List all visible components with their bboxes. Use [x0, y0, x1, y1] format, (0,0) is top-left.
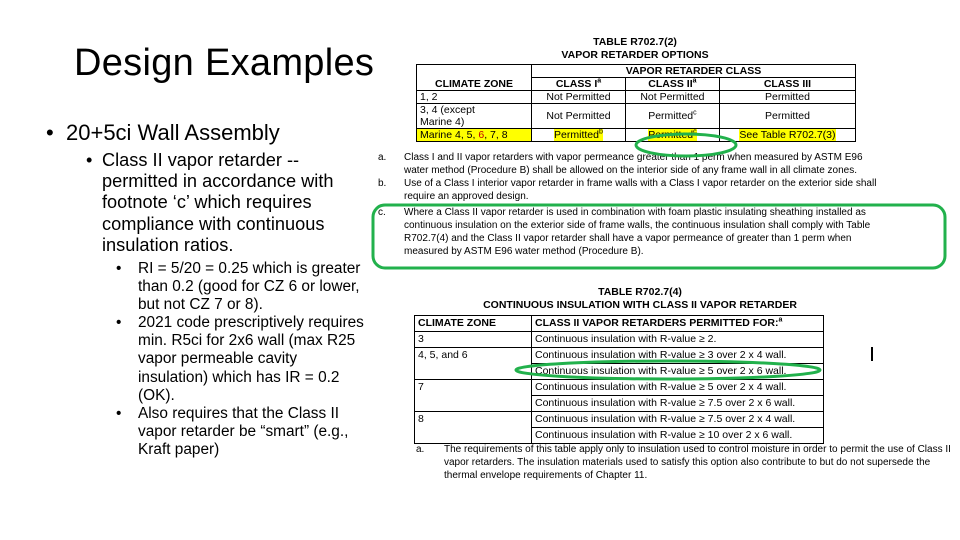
- bullet-dot: •: [116, 314, 122, 332]
- footnote-c: c. Where a Class II vapor retarder is used in combination with foam plastic insulating sheathing installed as continuous insulation on the exterior side of frame walls, the continuous insulation shall comply with Table R702.7(4) and the Class II vapor retarder shall have a vapor permeance of greater than 1 perm when measured by ASTM E96 water method (Procedure B).: [378, 207, 871, 257]
- sub-bullet-item: [116, 314, 371, 404]
- table1-header-zone: CLIMATE ZONE: [417, 65, 532, 91]
- sub-bullet-list: [116, 260, 371, 459]
- table2-header-zone: CLIMATE ZONE: [415, 316, 532, 332]
- table2-zone-cell: 4, 5, and 6: [415, 348, 532, 380]
- vapor-retarder-options-table: [416, 64, 856, 142]
- table1-header-class3: CLASS III: [719, 78, 855, 91]
- table2-title: [470, 286, 810, 312]
- table2-req-cell: Continuous insulation with R-value ≥ 10 over 2 x 6 wall.: [532, 428, 824, 444]
- table2-req-cell: Continuous insulation with R-value ≥ 7.5 over 2 x 4 wall.: [532, 412, 824, 428]
- footnote-b: b. Use of a Class I interior vapor retarder in frame walls with a Class I vapor retarder on the exterior side shall require an approved design.: [378, 178, 877, 202]
- table1-class2-cell: Not Permitted: [625, 91, 719, 104]
- bullet-level1-text: 20+5ci Wall Assembly: [66, 120, 280, 145]
- table2-zone-cell: 8: [415, 412, 532, 444]
- bullet-dot: •: [116, 404, 122, 422]
- table2-row: [415, 412, 824, 428]
- table1-title-line2: VAPOR RETARDER OPTIONS: [561, 49, 709, 61]
- table2-title-line2: CONTINUOUS INSULATION WITH CLASS II VAPOR RETARDER: [483, 299, 797, 311]
- table2-zone-cell: 7: [415, 380, 532, 412]
- sub-bullet-text: RI = 5/20 = 0.25 which is greater than 0.2 (good for CZ 6 or lower, but not CZ 7 or 8).: [138, 260, 361, 314]
- table1-row-highlighted: [417, 129, 856, 142]
- table1-class3-cell: Permitted: [719, 91, 855, 104]
- table2-row: [415, 348, 824, 364]
- table2-zone-cell: 3: [415, 332, 532, 348]
- table2-req-cell: Continuous insulation with R-value ≥ 7.5 over 2 x 6 wall.: [532, 396, 824, 412]
- table2-req-cell: Continuous insulation with R-value ≥ 5 over 2 x 4 wall.: [532, 380, 824, 396]
- table2-footnote: a. The requirements of this table apply only to insulation used to control moisture in order to permit the use of Class II vapor retarders. The insulation materials used to satisfy this option also contribute to but do not supersede the thermal envelope requirements of Chapter 11.: [416, 444, 951, 481]
- bullet-dot: •: [46, 120, 54, 145]
- table1-class1-cell: Not Permitted: [532, 104, 626, 129]
- continuous-insulation-table: [414, 315, 824, 444]
- table1-footnotes: [378, 151, 888, 258]
- table2-row: [415, 332, 824, 348]
- table2-req-cell: Continuous insulation with R-value ≥ 2.: [532, 332, 824, 348]
- table1-class3-cell: Permitted: [719, 104, 855, 129]
- table1-header-class1: CLASS $I^a$: [532, 78, 626, 91]
- bullet-level2: [86, 150, 371, 256]
- bullet-dot: •: [116, 260, 122, 277]
- table1-row: [417, 104, 856, 129]
- table1-class3-cell: See Table R702.7(3): [719, 129, 855, 142]
- table2-req-cell: Continuous insulation with R-value ≥ 5 over 2 x 6 wall.: [532, 364, 824, 380]
- sub-bullet-item: [116, 260, 371, 314]
- table1-zone-cell: Marine 4, 5, 6, 7, 8: [417, 129, 532, 142]
- table1-class1-cell: Permitted$^b$: [532, 129, 626, 142]
- table1-header-class2: CLASS $II^a$: [625, 78, 719, 91]
- table2-title-line1: TABLE R702.7(4): [598, 286, 682, 298]
- row-marker: [871, 347, 873, 361]
- table1-class2-cell: Permitted$^c$: [625, 104, 719, 129]
- table1-row: [417, 91, 856, 104]
- sub-bullet-text: Also requires that the Class II vapor retarder be “smart” (e.g., Kraft paper): [138, 404, 349, 458]
- table2-req-cell: Continuous insulation with R-value ≥ 3 over 2 x 4 wall.: [532, 348, 824, 364]
- footnote-a: a. Class I and II vapor retarders with vapor permeance greater than 1 perm when measured by ASTM E96 water method (Procedure B) shall be allowed on the interior side of any frame wall in all climate zones.: [378, 152, 863, 176]
- sub-bullet-item: [116, 405, 371, 459]
- table1-title: [540, 36, 730, 62]
- table1-class1-cell: Not Permitted: [532, 91, 626, 104]
- sub-bullet-text: 2021 code prescriptively requires min. R5ci for 2x6 wall (max R25 vapor permeable cavity insulation) which has IR = 0.2 (OK).: [138, 314, 364, 404]
- table1-class2-cell: Permitted$^c$: [625, 129, 719, 142]
- bullet-level2-text: Class II vapor retarder -- permitted in accordance with footnote ‘c’ which requires compliance with continuous insulation ratios.: [102, 150, 334, 255]
- table1-zone-cell: 1, 2: [417, 91, 532, 104]
- table1-header-group: VAPOR RETARDER CLASS: [532, 65, 856, 78]
- table1-zone-cell: 3, 4 (except Marine 4): [417, 104, 532, 129]
- table1-title-line1: TABLE R702.7(2): [593, 36, 677, 48]
- bullet-dot: •: [86, 150, 93, 170]
- table2-row: [415, 380, 824, 396]
- slide-title: Design Examples: [74, 42, 375, 84]
- table2-header-req: CLASS II VAPOR RETARDERS PERMITTED FOR:$^a$: [532, 316, 824, 332]
